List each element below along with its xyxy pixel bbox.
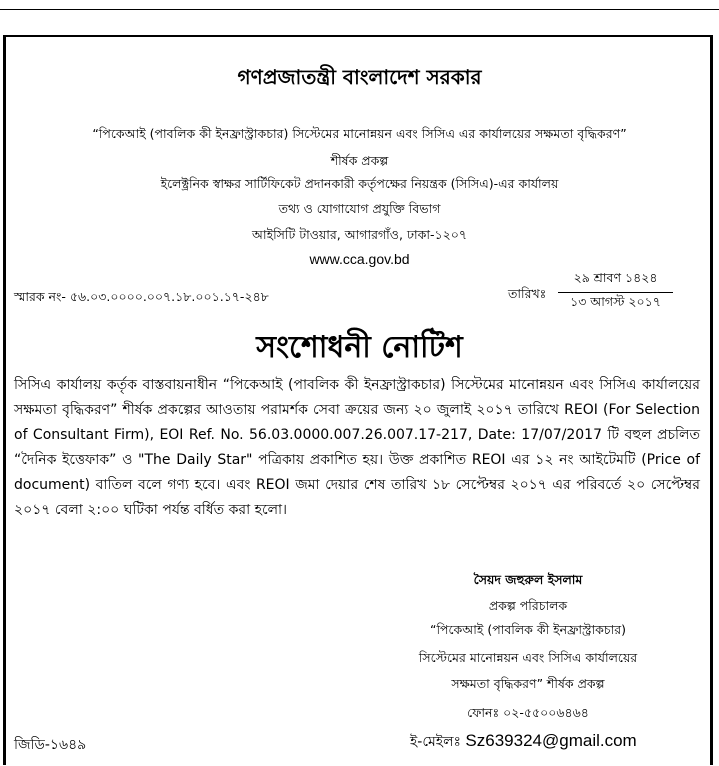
date-gregorian: ১৩ আগস্ট ২০১৭: [570, 294, 661, 309]
government-heading: গণপ্রজাতন্ত্রী বাংলাদেশ সরকার: [237, 65, 482, 89]
project-name: “পিকেআই (পাবলিক কী ইনফ্রাস্ট্রাকচার) সিস্টেমের মানোন্নয়ন এবং সিসিএ এর কার্যালয়ের সক্ষমতা বৃদ্ধিকরণ”: [92, 126, 627, 141]
office-name: ইলেক্ট্রনিক স্বাক্ষর সার্টিফিকেট প্রদানকারী কর্তৃপক্ষের নিয়ন্ত্রক (সিসিএ)-এর কার্যালয়: [160, 176, 559, 191]
signatory-designation: প্রকল্প পরিচালক: [488, 598, 568, 613]
email-address[interactable]: Sz639324@gmail.com: [465, 731, 637, 750]
date-bangla: ২৯ শ্রাবণ ১৪২৪: [558, 270, 673, 293]
project-suffix: শীর্ষক প্রকল্প: [330, 153, 389, 168]
signatory-phone: ফোনঃ ০২-৫৫০০৬৪৬৪: [467, 705, 589, 720]
signatory-project-line-2: সিস্টেমের মানোন্নয়ন এবং সিসিএ কার্যালয়ের: [418, 650, 638, 665]
signatory-project-line-3: সক্ষমতা বৃদ্ধিকরণ” শীর্ষক প্রকল্প: [451, 676, 605, 691]
notice-body: সিসিএ কার্যালয় কর্তৃক বাস্তবায়নাধীন “পিকেআই (পাবলিক কী ইনফ্রাস্ট্রাকচার) সিস্টেমের মানোন্নয়ন এবং সিসিএ কার্যালয়ের সক্ষমতা বৃদ্ধিকরণ” শীর্ষক প্রকল্পের আওতায় পরামর্শক সেবা ক্রয়ের জন্য ২০ জুলাই ২০১৭ তারিখে REOI (For Selection of Consultant Firm), EOI Ref. No. 56.03.0000.007.26.007.17-217, Date: 17/07/2017 টি বহুল প্রচলিত “দৈনিক ইত্তেফাক” ও "The Daily Star" পত্রিকায় প্রকাশিত হয়। উক্ত প্রকাশিত REOI এর ১২ নং আইটেমটি (Price of document) বাতিল বলে গণ্য হবে। এবং REOI জমা দেয়ার শেষ তারিখ ১৮ সেপ্টেম্বর ২০১৭ এর পরিবর্তে ২০ সেপ্টেম্বর ২০১৭ বেলা ২:০০ ঘটিকা পর্যন্ত বর্ধিত করা হলো।: [14, 377, 700, 518]
gd-number: জিডি-১৬৪৯: [14, 737, 87, 753]
date-label: তারিখঃ: [508, 286, 547, 301]
email-label: ই-মেইলঃ: [410, 734, 461, 750]
date-block: [508, 268, 688, 318]
division-name: তথ্য ও যোগাযোগ প্রযুক্তি বিভাগ: [278, 201, 441, 216]
top-rule: [0, 9, 719, 10]
memo-number: স্মারক নং- ৫৬.০৩.০০০০.০০৭.১৮.০০১.১৭-২৪৮: [14, 289, 269, 304]
website: www.cca.gov.bd: [309, 251, 410, 267]
email-line: [410, 730, 637, 754]
signatory-project-line-1: “পিকেআই (পাবলিক কী ইনফ্রাস্ট্রাকচার): [429, 622, 627, 637]
signatory-name: সৈয়দ জহুরুল ইসলাম: [473, 572, 583, 587]
office-address: আইসিটি টাওয়ার, আগারগাঁও, ঢাকা-১২০৭: [251, 227, 468, 242]
notice-title: সংশোধনী নোটিশ: [256, 330, 463, 365]
